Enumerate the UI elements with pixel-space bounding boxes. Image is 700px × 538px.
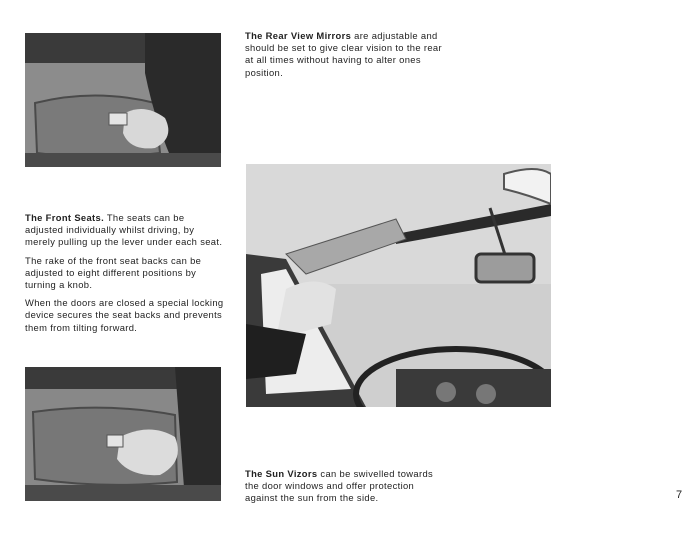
sun-vizors-heading: The Sun Vizors xyxy=(245,468,318,479)
sun-vizors-body: can be swivelled towards the door windows and offer protection against the sun from the side. xyxy=(245,468,434,504)
front-seats-paragraph-2: The rake of the front seat backs can be adjusted to eight different positions by turning a knob. xyxy=(25,254,202,291)
front-seats-paragraph-1: The seats can be adjusted individually whilst driving, by merely pulling up the lever under each seat. xyxy=(25,212,223,248)
seat-knob-photo xyxy=(25,367,221,501)
front-seats-text xyxy=(25,212,224,340)
rear-view-mirrors-body: are adjustable and should be set to give clear vision to the rear at all times without having to alter ones position. xyxy=(245,30,442,78)
sun-vizors-text xyxy=(245,468,445,511)
page-number: 7 xyxy=(676,489,683,501)
sun-vizor-photo xyxy=(246,164,551,407)
rear-view-mirrors-text xyxy=(245,30,445,85)
front-seats-heading: The Front Seats. xyxy=(25,212,105,223)
rear-view-mirrors-heading: The Rear View Mirrors xyxy=(245,30,352,41)
front-seats-paragraph-3: When the doors are closed a special locking device secures the seat backs and prevents them from tilting forward. xyxy=(25,297,224,333)
seat-lever-photo xyxy=(25,33,221,167)
